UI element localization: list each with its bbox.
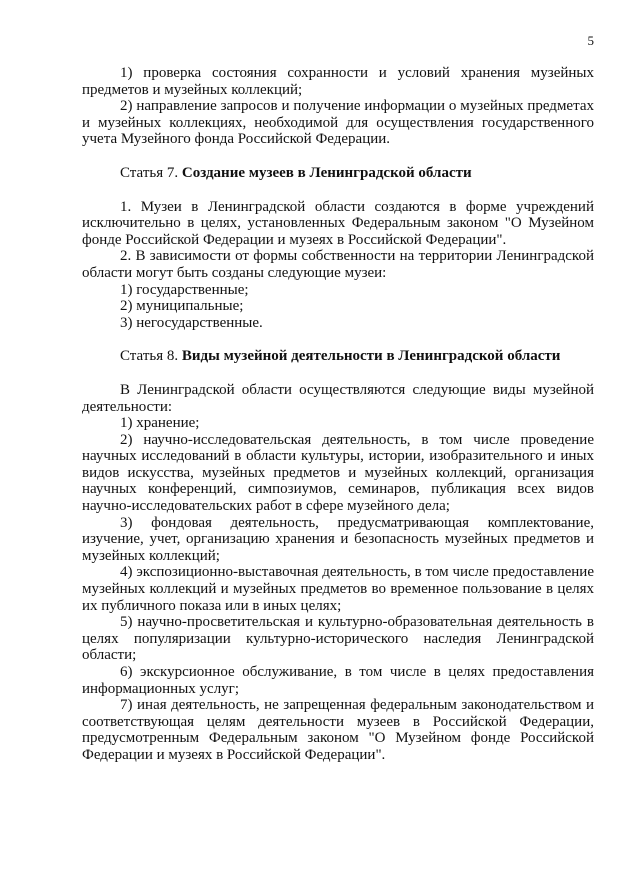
- article8-list-item: 4) экспозиционно-выставочная деятельность, в том числе предоставление музейных коллекций и музейных предметов во временное пользование в целях их публичного показа или в иных целях;: [82, 564, 594, 614]
- page-number: 5: [587, 33, 594, 48]
- spacer: [82, 148, 594, 165]
- article8-list-item: 5) научно-просветительская и культурно-образовательная деятельность в целях популяризации культурно-исторического наследия Ленинградской области;: [82, 614, 594, 664]
- article7-prefix: Статья 7.: [120, 164, 179, 181]
- article8-list-item: 3) фондовая деятельность, предусматривающая комплектование, изучение, учет, организацию хранения и безопасность музейных предметов и музейных коллекций;: [82, 514, 594, 564]
- article8-title: Виды музейной деятельности в Ленинградской области: [181, 348, 561, 365]
- article8-list-item: 1) хранение;: [120, 415, 200, 432]
- article7-paragraph-2: 2. В зависимости от формы собственности на территории Ленинградской области могут быть созданы следующие музеи:: [82, 248, 594, 281]
- article8-intro: В Ленинградской области осуществляются следующие виды музейной деятельности:: [82, 381, 594, 415]
- spacer: [82, 182, 594, 199]
- block1-item-2: 2) направление запросов и получение информации о музейных предметах и музейных коллекциях, необходимой для осуществления государственного учета Музейного фонда Российской Федерации.: [82, 98, 594, 148]
- spacer: [82, 365, 594, 382]
- article8-list-item: 2) научно-исследовательская деятельность, в том числе проведение научных исследований в области культуры, истории, изобразительного и иных видов искусства, музейных предметов и музейных коллекций, организация научных конференций, симпозиумов, семинаров, публикация всех видов научно-исследовательских работ в сфере музейного дела;: [82, 431, 594, 515]
- article7-title: Создание музеев в Ленинградской области: [181, 164, 472, 181]
- block1-item-1: 1) проверка состояния сохранности и условий хранения музейных предметов и музейных коллекций;: [82, 65, 594, 98]
- article8-heading: [82, 348, 594, 365]
- spacer: [82, 331, 594, 348]
- article7-list-item: 1) государственные;: [120, 281, 249, 298]
- article8-list-item: 6) экскурсионное обслуживание, в том числе в целях предоставления информационных услуг;: [82, 664, 594, 697]
- article7-list-item: 3) негосударственные.: [120, 314, 263, 331]
- article7-heading: [82, 165, 594, 182]
- article8-list-item: 7) иная деятельность, не запрещенная федеральным законодательством и соответствующая целям деятельности музеев в Российской Федерации, предусмотренным Федеральным законом "О Музейном фонде Российской Федерации и музеях в Российской Федерации".: [82, 697, 594, 763]
- article7-paragraph-1: 1. Музеи в Ленинградской области создаются в форме учреждений исключительно в целях, установленных Федеральным законом "О Музейном фонде Российской Федерации и музеях в Российской Федерации".: [82, 198, 594, 248]
- document-body: [82, 65, 594, 764]
- article7-list-item: 2) муниципальные;: [120, 298, 244, 315]
- article8-prefix: Статья 8.: [120, 348, 179, 365]
